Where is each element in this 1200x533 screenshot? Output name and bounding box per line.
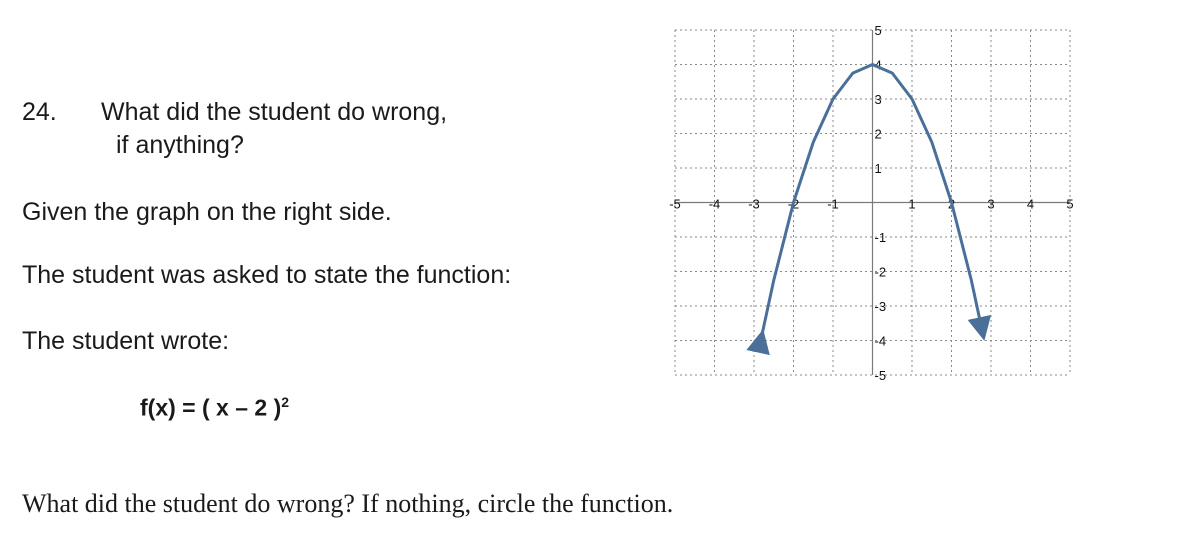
x-tick-label: 3 bbox=[987, 196, 995, 212]
asked-text: The student was asked to state the function: bbox=[22, 261, 512, 289]
x-tick-label: -1 bbox=[827, 196, 839, 212]
y-tick-label: 4 bbox=[874, 57, 882, 73]
x-tick-label: -5 bbox=[669, 196, 681, 212]
y-tick-label: -1 bbox=[874, 230, 887, 245]
y-tick-label: 2 bbox=[874, 126, 882, 142]
x-tick-label: 5 bbox=[1066, 196, 1074, 212]
given-text: Given the graph on the right side. bbox=[22, 198, 392, 226]
question-prompt-line1: What did the student do wrong, bbox=[101, 98, 448, 126]
y-tick-label: -2 bbox=[874, 264, 887, 280]
parabola-graph bbox=[665, 20, 1080, 385]
x-tick-label: -4 bbox=[708, 196, 721, 212]
function-exponent: 2 bbox=[281, 394, 290, 410]
y-tick-label: -4 bbox=[874, 333, 887, 349]
axes bbox=[675, 30, 1070, 375]
x-tick-label: -2 bbox=[787, 196, 800, 212]
y-tick-label: 1 bbox=[874, 161, 882, 176]
y-tick-label: 5 bbox=[874, 23, 882, 38]
question-prompt-line2: if anything? bbox=[116, 131, 244, 159]
y-tick-label: -3 bbox=[874, 299, 887, 314]
x-tick-label: 1 bbox=[908, 196, 916, 212]
y-tick-label: -5 bbox=[874, 368, 887, 383]
x-tick-label: -3 bbox=[748, 196, 760, 212]
bottom-question: What did the student do wrong? If nothing, circle the function. bbox=[22, 489, 674, 518]
x-tick-label: 2 bbox=[947, 196, 956, 212]
wrote-text: The student wrote: bbox=[22, 327, 230, 355]
student-function[interactable] bbox=[140, 394, 289, 422]
x-tick-label: 4 bbox=[1026, 196, 1035, 212]
question-number: 24. bbox=[22, 98, 57, 126]
y-tick-label: 3 bbox=[874, 92, 882, 107]
function-base: f(x) = ( x – 2 ) bbox=[140, 394, 282, 421]
